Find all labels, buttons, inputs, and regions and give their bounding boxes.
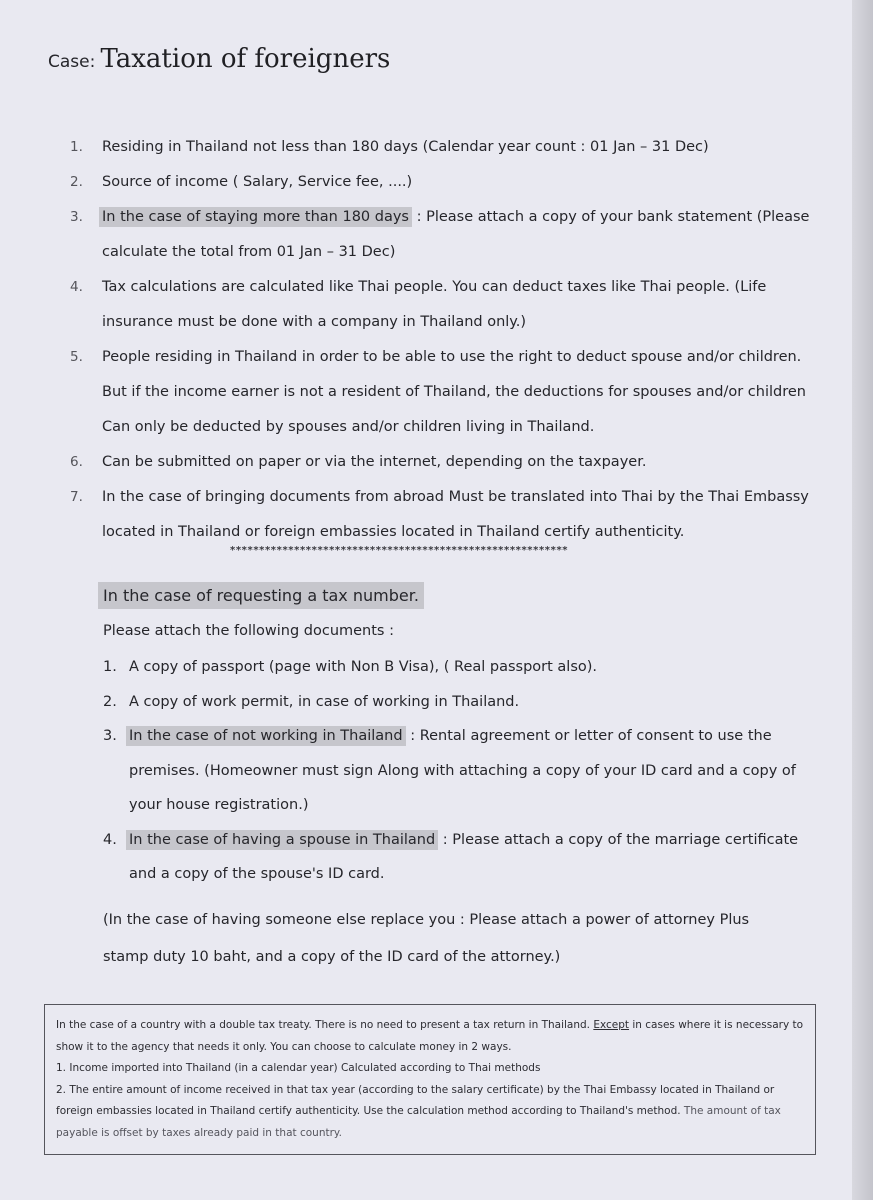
list-item: 1. Residing in Thailand not less than 180 days (Calendar year count : 01 Jan – 31 Dec) — [70, 139, 709, 155]
list-item: 5. People residing in Thailand in order to be able to use the right to deduct spouse and/or children. But if the income earner is not a resident of Thailand, the deductions for spouses and/or children Can only be deducted by spouses and/or children living in Thailand. — [70, 349, 806, 435]
replacement-note: (In the case of having someone else replace you : Please attach a power of attorney Plus stamp duty 10 baht, and a copy of the ID card of the attorney.) — [103, 912, 750, 965]
highlighted-text: In the case of not working in Thailand — [126, 726, 406, 746]
highlighted-text: In the case of having a spouse in Thailand — [126, 830, 438, 850]
list-item: 6. Can be submitted on paper or via the internet, depending on the taxpayer. — [70, 454, 647, 470]
list-item: 3. In the case of not working in Thailand : Rental agreement or letter of consent to use the premises. (Homeowner must sign Along with attaching a copy of your ID card and a copy of your house registration.) — [103, 728, 796, 813]
treaty-way-1: 1. Income imported into Thailand (in a calendar year) Calculated according to Thai methods — [56, 1062, 541, 1074]
list-item: 7. In the case of bringing documents from abroad Must be translated into Thai by the Thai Embassy located in Thailand or foreign embassies located in Thailand certify authenticity. — [70, 489, 809, 540]
list-item: 4. Tax calculations are calculated like Thai people. You can deduct taxes like Thai people. (Life insurance must be done with a company in Thailand only.) — [70, 279, 767, 330]
list-item: 4. In the case of having a spouse in Thailand : Please attach a copy of the marriage certificate and a copy of the spouse's ID card. — [103, 831, 799, 882]
double-tax-treaty-box — [44, 1004, 816, 1155]
treaty-way-2: 2. The entire amount of income received in that tax year (according to the salary certificate) by the Thai Embassy located in Thailand or foreign embassies located in Thailand certify authenticity. Use the calculation method according to Thailand's method. The amount of tax payable is offset by taxes already paid in that country. — [56, 1083, 781, 1139]
list-item: 1. A copy of passport (page with Non B Visa), ( Real passport also). — [103, 659, 598, 675]
list-item: 2. Source of income ( Salary, Service fee, ....) — [70, 174, 413, 190]
list-item: 2. A copy of work permit, in case of working in Thailand. — [103, 693, 520, 710]
highlighted-text: In the case of staying more than 180 days — [99, 207, 412, 227]
case-prefix: Case: — [48, 52, 96, 72]
list-item: 3. In the case of staying more than 180 days : Please attach a copy of your bank statement (Please calculate the total from 01 Jan – 31 Dec) — [70, 209, 810, 260]
except-underlined: Except — [593, 1019, 630, 1031]
attach-intro: Please attach the following documents : — [103, 623, 394, 639]
tax-number-list — [103, 650, 803, 892]
section-heading: In the case of requesting a tax number. — [98, 582, 424, 609]
residency-list — [70, 130, 810, 550]
treaty-intro: In the case of a country with a double tax treaty. There is no need to present a tax return in Thailand. Except in cases where it is necessary to show it to the agency that needs it only. You can choose to calculate money in 2 ways. — [56, 1019, 804, 1053]
separator: ********************************************************** — [230, 545, 569, 556]
page-edge — [852, 0, 873, 1200]
case-title: Taxation of foreigners — [100, 44, 391, 74]
page-title — [48, 44, 390, 74]
